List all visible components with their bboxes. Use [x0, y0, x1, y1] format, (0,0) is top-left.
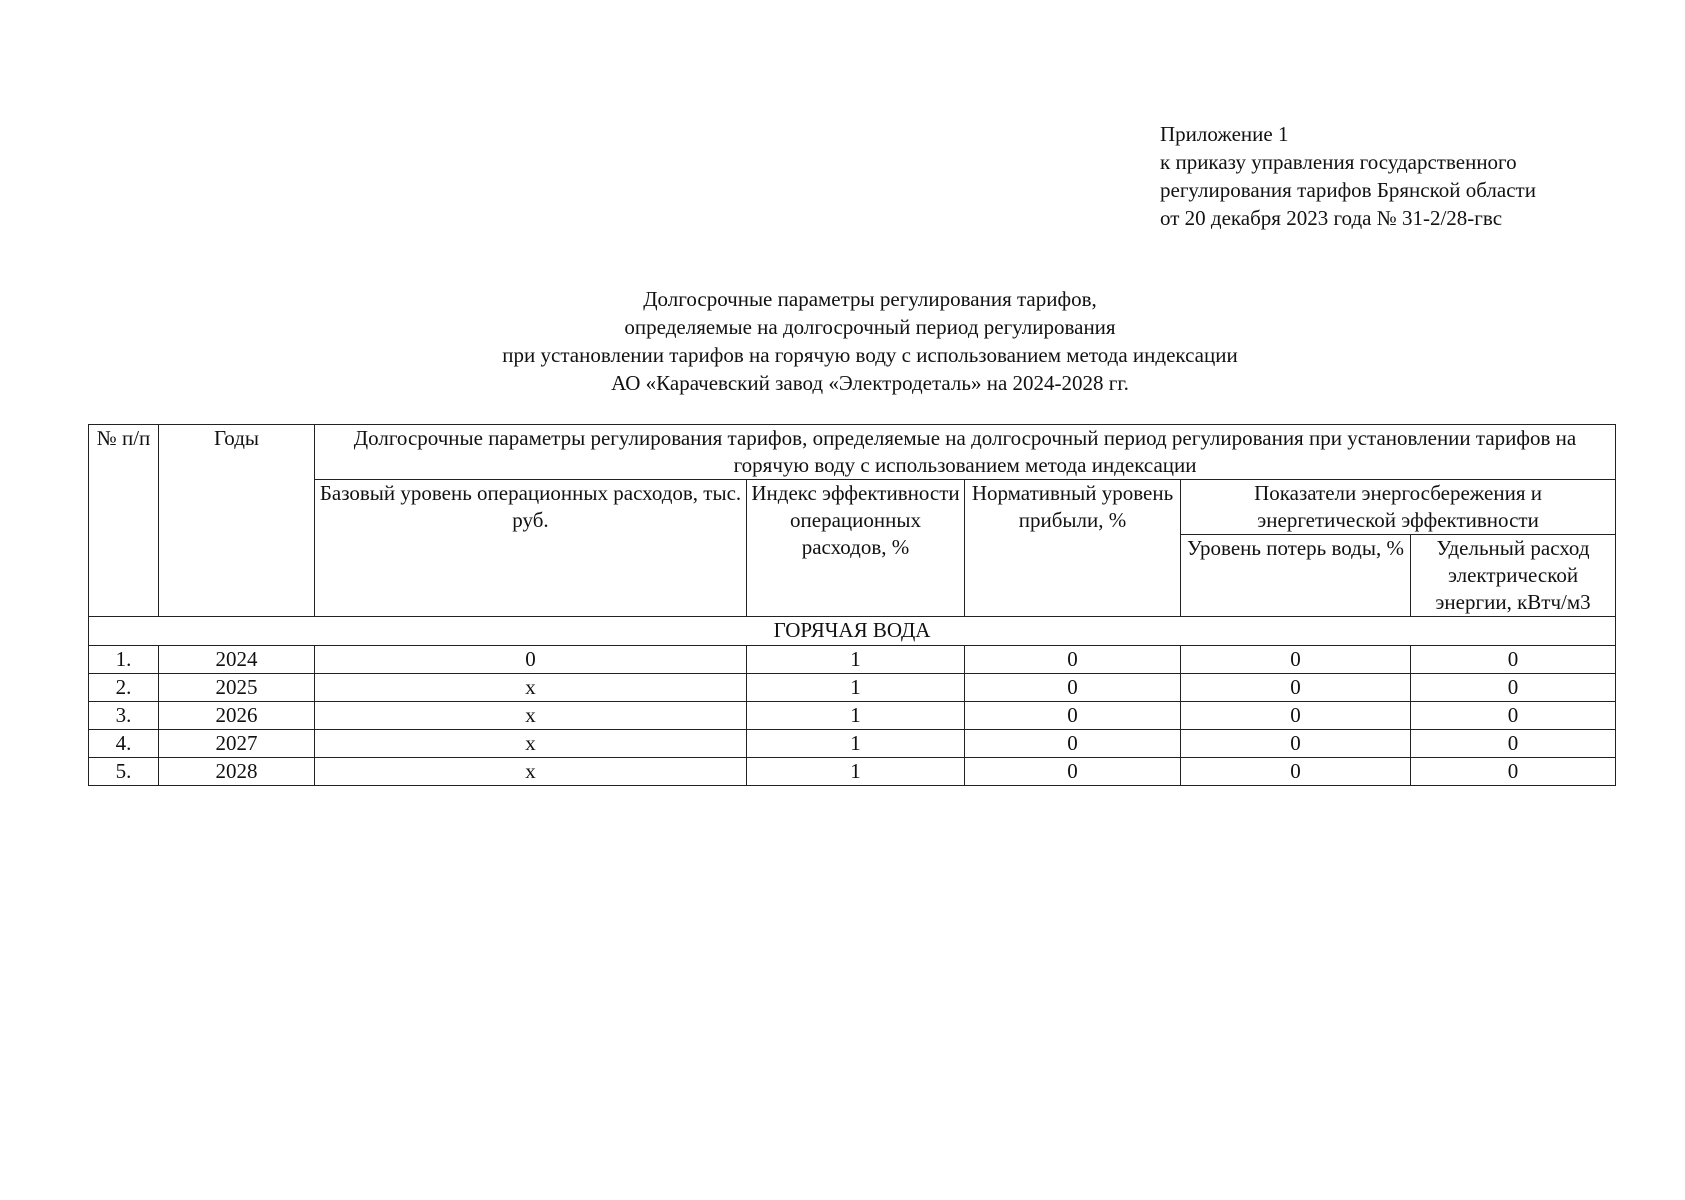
header-number: № п/п — [89, 425, 159, 617]
cell-profit-level: 0 — [965, 730, 1181, 758]
header-water-loss: Уровень потерь воды, % — [1181, 535, 1411, 617]
table-row — [89, 730, 1616, 758]
cell-year: 2026 — [159, 702, 315, 730]
cell-electricity: 0 — [1411, 702, 1616, 730]
cell-number: 3. — [89, 702, 159, 730]
cell-profit-level: 0 — [965, 674, 1181, 702]
appendix-line: Приложение 1 — [1160, 122, 1289, 146]
cell-number: 4. — [89, 730, 159, 758]
title-line: при установлении тарифов на горячую воду с использованием метода индексации — [502, 343, 1238, 367]
cell-year: 2024 — [159, 646, 315, 674]
title-line: АО «Карачевский завод «Электродеталь» на 2024-2028 гг. — [611, 371, 1129, 395]
cell-electricity: 0 — [1411, 674, 1616, 702]
cell-base-level: х — [315, 758, 747, 786]
cell-electricity: 0 — [1411, 646, 1616, 674]
table-row — [89, 758, 1616, 786]
cell-efficiency-index: 1 — [747, 674, 965, 702]
title-line: Долгосрочные параметры регулирования тарифов, — [643, 287, 1097, 311]
cell-efficiency-index: 1 — [747, 646, 965, 674]
cell-water-loss: 0 — [1181, 702, 1411, 730]
appendix-line: регулирования тарифов Брянской области — [1160, 178, 1536, 202]
header-efficiency-index: Индекс эффективности операционных расходов, % — [747, 480, 965, 617]
cell-base-level: х — [315, 674, 747, 702]
header-base-level: Базовый уровень операционных расходов, тыс. руб. — [315, 480, 747, 617]
table-row — [89, 674, 1616, 702]
cell-profit-level: 0 — [965, 758, 1181, 786]
cell-base-level: 0 — [315, 646, 747, 674]
cell-efficiency-index: 1 — [747, 702, 965, 730]
header-profit-level: Нормативный уровень прибыли, % — [965, 480, 1181, 617]
header-years: Годы — [159, 425, 315, 617]
cell-efficiency-index: 1 — [747, 758, 965, 786]
header-electricity: Удельный расход электрической энергии, кВтч/м3 — [1411, 535, 1616, 617]
table-row — [89, 646, 1616, 674]
cell-profit-level: 0 — [965, 702, 1181, 730]
parameters-table — [88, 424, 1616, 786]
cell-number: 2. — [89, 674, 159, 702]
cell-water-loss: 0 — [1181, 730, 1411, 758]
cell-profit-level: 0 — [965, 646, 1181, 674]
appendix-line: к приказу управления государственного — [1160, 150, 1517, 174]
cell-electricity: 0 — [1411, 758, 1616, 786]
appendix-block — [1160, 120, 1536, 232]
appendix-line: от 20 декабря 2023 года № 31-2/28-гвс — [1160, 206, 1503, 230]
cell-water-loss: 0 — [1181, 674, 1411, 702]
table-row — [89, 702, 1616, 730]
section-row — [89, 617, 1616, 646]
cell-base-level: х — [315, 730, 747, 758]
cell-efficiency-index: 1 — [747, 730, 965, 758]
document-title — [0, 285, 1685, 397]
cell-year: 2027 — [159, 730, 315, 758]
cell-number: 1. — [89, 646, 159, 674]
cell-year: 2028 — [159, 758, 315, 786]
cell-water-loss: 0 — [1181, 758, 1411, 786]
header-group-long-term-parameters: Долгосрочные параметры регулирования тарифов, определяемые на долгосрочный период регулирования при установлении тарифов на горячую воду с использованием метода индексации — [315, 425, 1616, 480]
cell-electricity: 0 — [1411, 730, 1616, 758]
cell-number: 5. — [89, 758, 159, 786]
section-hot-water: ГОРЯЧАЯ ВОДА — [89, 617, 1616, 646]
cell-base-level: х — [315, 702, 747, 730]
cell-water-loss: 0 — [1181, 646, 1411, 674]
title-line: определяемые на долгосрочный период регулирования — [624, 315, 1116, 339]
header-energy-group: Показатели энергосбережения и энергетической эффективности — [1181, 480, 1616, 535]
cell-year: 2025 — [159, 674, 315, 702]
